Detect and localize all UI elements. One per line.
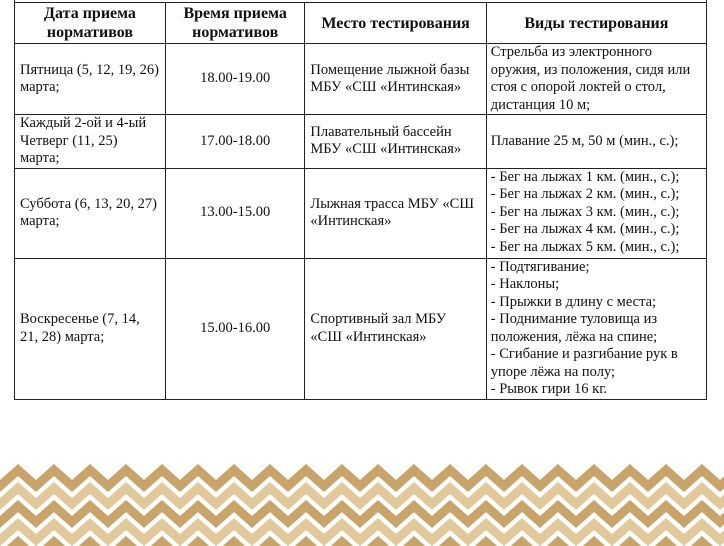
row-types	[486, 44, 706, 115]
row-types	[486, 168, 706, 258]
row-time: 17.00-18.00	[165, 115, 304, 169]
row-date: Каждый 2-ой и 4-ый Четверг (11, 25) марта;	[15, 115, 166, 169]
table-row	[15, 258, 707, 399]
test-type-item: Плавание 25 м, 50 м (мин., с.);	[490, 132, 679, 149]
row-place: Плавательный бассейн МБУ «СШ «Интинская»	[305, 115, 486, 169]
zigzag-bands	[0, 470, 724, 546]
zigzag-band	[0, 470, 724, 486]
test-type-item: - Бег на лыжах 1 км. (мин., с.);	[490, 168, 680, 185]
row-types	[486, 115, 706, 169]
table-row	[15, 115, 707, 169]
row-date: Пятница (5, 12, 19, 26) марта;	[15, 44, 166, 115]
table-row	[15, 44, 707, 115]
row-place: Спортивный зал МБУ «СШ «Интинская»	[305, 258, 486, 399]
row-date: Воскресенье (7, 14, 21, 28) марта;	[15, 258, 166, 399]
row-time: 18.00-19.00	[165, 44, 304, 115]
table-row	[15, 168, 707, 258]
row-time: 15.00-16.00	[165, 258, 304, 399]
row-time: 13.00-15.00	[165, 168, 304, 258]
test-type-item: - Прыжки в длину с места;	[490, 293, 657, 310]
row-types	[486, 258, 706, 399]
header-date: Дата приема нормативов	[15, 3, 166, 44]
test-type-item: - Бег на лыжах 2 км. (мин., с.);	[490, 186, 680, 202]
test-type-item: - Бег на лыжах 3 км. (мин., с.);	[490, 203, 680, 220]
test-type-item: - Сгибание и разгибание рук в упоре лёжа на полу;	[490, 346, 678, 380]
row-place: Лыжная трасса МБУ «СШ «Интинская»	[305, 168, 486, 258]
header-time: Время приема нормативов	[165, 3, 304, 44]
test-type-item: - Наклоны;	[490, 276, 560, 292]
row-date: Суббота (6, 13, 20, 27) марта;	[15, 168, 166, 258]
header-place: Место тестирования	[305, 3, 486, 44]
header-row	[15, 3, 707, 44]
test-type-item: Стрельба из электронного оружия, из положения, сидя или стоя с опорой локтей о стол, дистанция 10 м;	[490, 44, 691, 113]
test-type-item: - Рывок гири 16 кг.	[490, 381, 608, 397]
test-type-item: - Подтягивание;	[490, 258, 590, 275]
test-type-item: - Бег на лыжах 4 км. (мин., с.);	[490, 221, 680, 237]
row-place: Помещение лыжной базы МБУ «СШ «Интинская»	[305, 44, 486, 115]
schedule-table	[14, 0, 707, 400]
test-type-item: - Поднимание туловища из положения, лёжа на спине;	[490, 311, 658, 345]
chevron-decoration	[0, 460, 724, 546]
test-type-item: - Бег на лыжах 5 км. (мин., с.);	[490, 238, 680, 255]
header-types: Виды тестирования	[486, 3, 706, 44]
